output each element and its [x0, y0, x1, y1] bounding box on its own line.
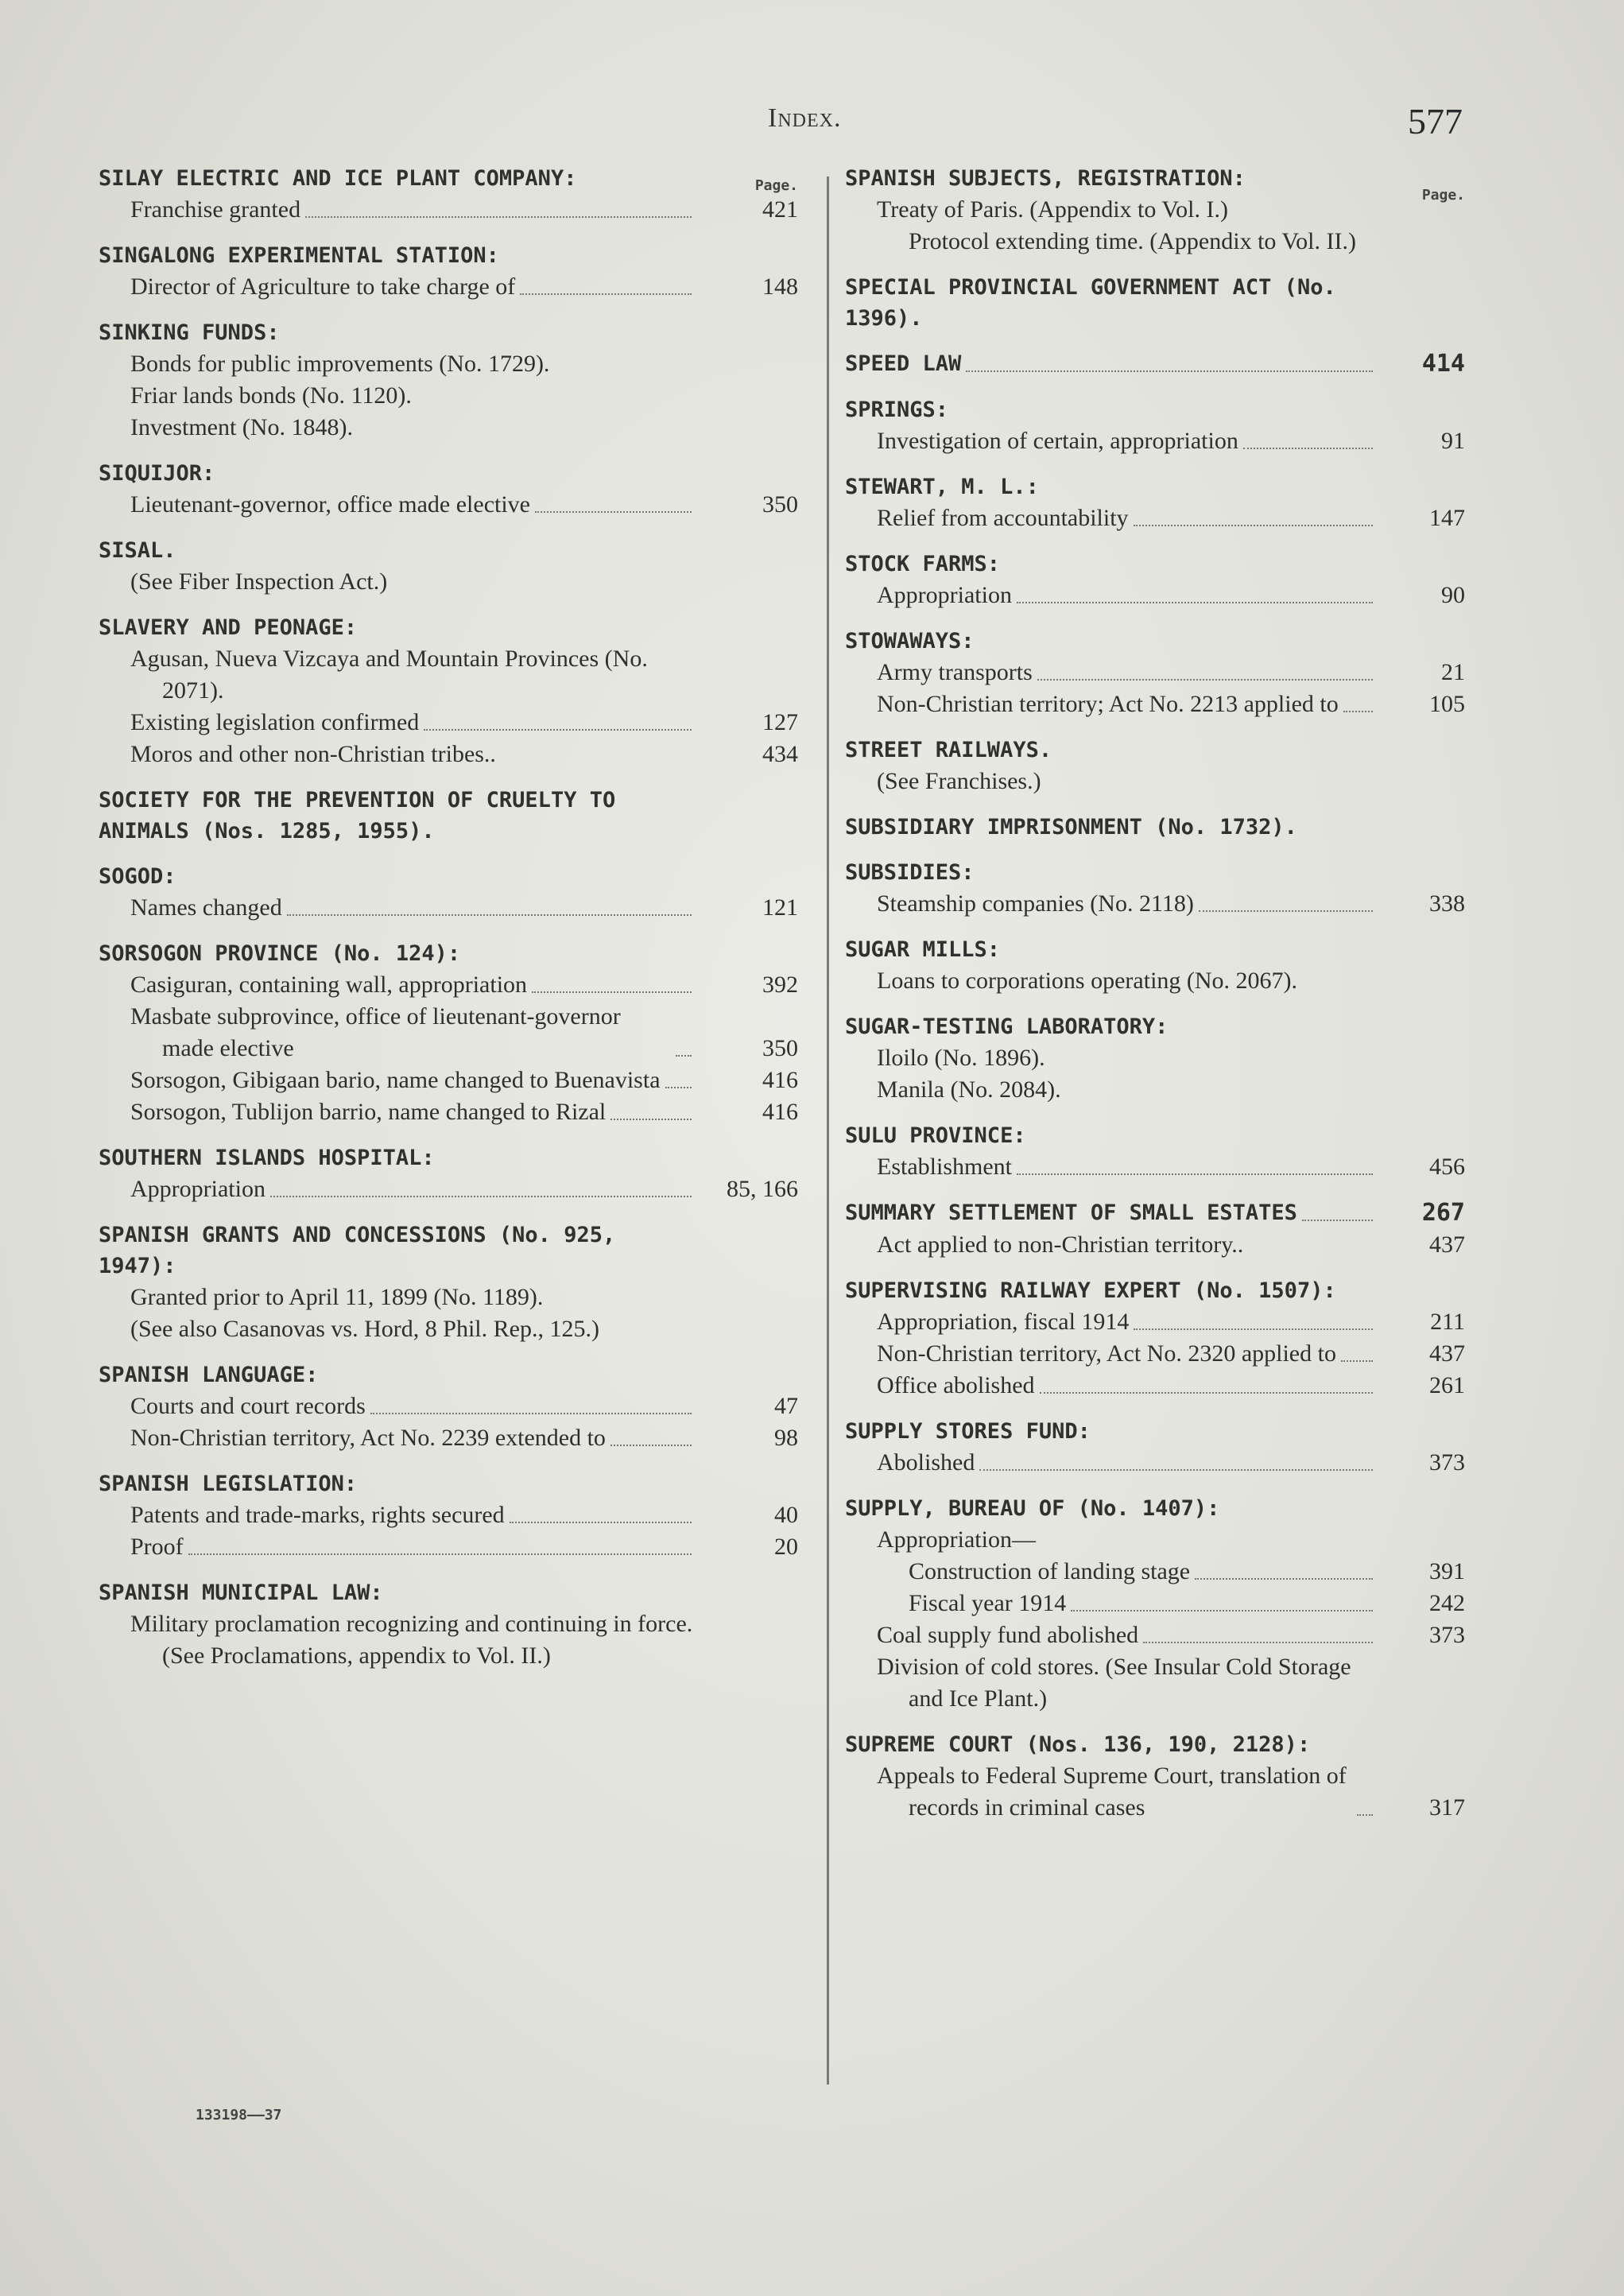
dot-leader: [270, 1196, 692, 1197]
entry-subline: [845, 888, 1465, 920]
entry-subline: [845, 1338, 1465, 1370]
dot-leader: [1134, 525, 1373, 526]
page-reference: 261: [1429, 1372, 1465, 1398]
entry-heading: SUGAR MILLS:: [845, 937, 1001, 962]
entry-subline: [845, 1042, 1465, 1074]
entry-subline: [845, 657, 1465, 688]
index-entry: [99, 317, 798, 444]
entry-subline: [845, 1760, 1465, 1824]
dot-leader: [1199, 910, 1373, 912]
subline-text: Establishment: [877, 1154, 1012, 1180]
index-entry: [845, 857, 1465, 920]
dot-leader: [1134, 1328, 1373, 1330]
page-column-label: Page.: [1421, 187, 1465, 204]
index-entry: [845, 348, 1465, 380]
entry-heading: STOCK FARMS:: [845, 552, 1001, 576]
entry-subline: [99, 271, 798, 303]
entry-heading: SOGOD:: [99, 864, 176, 889]
entry-subline: [99, 1282, 798, 1313]
entry-heading: SPANISH MUNICIPAL LAW:: [99, 1580, 383, 1605]
dot-leader: [676, 1055, 692, 1057]
entry-subline: [845, 226, 1465, 258]
dot-leader: [1017, 602, 1373, 603]
entry-heading: SIQUIJOR:: [99, 461, 215, 486]
index-entry: [845, 1011, 1465, 1106]
entry-subline: [99, 1422, 798, 1454]
subline-text: Appeals to Federal Supreme Court, translation of records in criminal cases: [877, 1763, 1347, 1821]
subline-text: Appropriation: [130, 1176, 265, 1202]
page-reference: 437: [1429, 1231, 1465, 1258]
dot-leader: [1302, 1220, 1373, 1221]
dot-leader: [1243, 448, 1373, 449]
entry-subline: [99, 412, 798, 444]
entry-subline: [845, 1151, 1465, 1183]
dot-leader: [305, 216, 692, 218]
dot-leader: [535, 511, 692, 513]
index-entry: [845, 1729, 1465, 1824]
right-entries: [845, 163, 1465, 1824]
entry-subline: [845, 580, 1465, 611]
page-reference: 20: [774, 1534, 798, 1560]
page-reference: 416: [762, 1099, 798, 1125]
subline-text: Non-Christian territory, Act No. 2239 extended to: [130, 1425, 606, 1451]
column-divider: [827, 176, 829, 2085]
dot-leader: [1357, 1814, 1373, 1816]
entry-subline: [845, 502, 1465, 534]
page-reference: 211: [1430, 1309, 1465, 1335]
page-reference: 350: [762, 491, 798, 518]
page-reference: 373: [1429, 1449, 1465, 1476]
entry-subline: [99, 643, 798, 707]
dot-leader: [520, 293, 692, 295]
entry-subline: [99, 969, 798, 1001]
entry-subline: [99, 348, 798, 380]
page-reference: 391: [1429, 1558, 1465, 1584]
subline-text: (See Fiber Inspection Act.): [130, 568, 388, 595]
index-entry: [845, 1197, 1465, 1261]
left-column: [99, 163, 798, 1686]
entry-subline: [845, 1651, 1465, 1715]
page-reference: 317: [1429, 1794, 1465, 1821]
subline-text: Bonds for public improvements (No. 1729).: [130, 351, 550, 377]
entry-subline: [99, 1173, 798, 1205]
entry-subline: [845, 1447, 1465, 1479]
subline-text: Investigation of certain, appropriation: [877, 428, 1238, 454]
dot-leader: [1037, 679, 1373, 681]
subline-text: Abolished: [877, 1449, 975, 1476]
entry-subline: [845, 1229, 1465, 1261]
page-reference: 373: [1429, 1622, 1465, 1648]
entry-heading: SPRINGS:: [845, 398, 949, 422]
index-entry: [99, 1220, 798, 1345]
subline-text: Protocol extending time. (Appendix to Vol. II.): [909, 228, 1356, 254]
subline-text: (See also Casanovas vs. Hord, 8 Phil. Rep., 125.): [130, 1316, 599, 1342]
page-reference: 105: [1429, 691, 1465, 717]
entry-subline: [99, 1065, 798, 1096]
running-head: Index.: [768, 103, 842, 133]
index-entry: [845, 471, 1465, 534]
index-entry: [845, 626, 1465, 720]
subline-text: Construction of landing stage: [909, 1558, 1191, 1584]
page-reference: 434: [762, 741, 798, 767]
dot-leader: [370, 1413, 692, 1414]
subline-text: Friar lands bonds (No. 1120).: [130, 382, 412, 409]
subline-text: Names changed: [130, 894, 282, 921]
subline-text: Agusan, Nueva Vizcaya and Mountain Provinces (No. 2071).: [130, 646, 648, 704]
entry-subline: [99, 892, 798, 924]
page-reference: 338: [1429, 890, 1465, 917]
subline-text: Sorsogon, Tublijon barrio, name changed to Rizal: [130, 1099, 607, 1125]
entry-heading: SUGAR-TESTING LABORATORY:: [845, 1014, 1169, 1039]
entry-heading: SPANISH LEGISLATION:: [99, 1472, 358, 1496]
dot-leader: [1040, 1392, 1373, 1394]
entry-heading: STOWAWAYS:: [845, 629, 975, 654]
entry-heading: SUBSIDIES:: [845, 860, 975, 885]
index-entry: [845, 1275, 1465, 1402]
entry-heading: SPANISH LANGUAGE:: [99, 1363, 319, 1387]
entry-subline: [845, 1306, 1465, 1338]
entry-heading: SISAL.: [99, 538, 176, 563]
page-reference: 242: [1429, 1590, 1465, 1616]
page-reference: 414: [1421, 350, 1465, 378]
index-entry: [99, 1359, 798, 1454]
entry-heading: SUPPLY, BUREAU OF (No. 1407):: [845, 1496, 1220, 1521]
entry-heading: SUPERVISING RAILWAY EXPERT (No. 1507):: [845, 1278, 1336, 1303]
dot-leader: [610, 1445, 692, 1446]
entry-subline: [99, 1531, 798, 1563]
entry-subline: [99, 739, 798, 770]
subline-text: Franchise granted: [130, 196, 301, 223]
index-entry: [845, 1416, 1465, 1479]
index-entry: [99, 861, 798, 924]
subline-text: Existing legislation confirmed: [130, 709, 420, 735]
page-header: [0, 100, 1624, 148]
dot-leader: [1341, 1360, 1373, 1362]
page-reference: 21: [1441, 659, 1465, 685]
index-entry: [845, 1493, 1465, 1715]
entry-heading-text: SPEED LAW: [845, 351, 962, 376]
dot-leader: [188, 1553, 692, 1555]
page-reference: 437: [1429, 1340, 1465, 1367]
dot-leader: [1195, 1578, 1373, 1580]
subline-text: Appropriation: [877, 582, 1012, 608]
entry-heading: [845, 1197, 1465, 1229]
index-entry: [99, 1468, 798, 1563]
entry-heading: SULU PROVINCE:: [845, 1123, 1026, 1148]
page-reference: 127: [762, 709, 798, 735]
index-entry: [99, 458, 798, 521]
entry-subline: [845, 1074, 1465, 1106]
index-entry: [99, 785, 798, 847]
dot-leader: [532, 991, 692, 993]
entry-subline: [99, 1001, 798, 1065]
index-entry: [845, 1120, 1465, 1183]
subline-text: Casiguran, containing wall, appropriation: [130, 972, 528, 998]
subline-text: Granted prior to April 11, 1899 (No. 1189).: [130, 1284, 544, 1310]
entry-subline: [99, 566, 798, 598]
entry-subline: [99, 1096, 798, 1128]
entry-subline: [845, 1619, 1465, 1651]
entry-heading: [845, 348, 1465, 380]
entry-heading: SLAVERY AND PEONAGE:: [99, 615, 358, 640]
subline-text: Sorsogon, Gibigaan bario, name changed to Buenavista: [130, 1067, 661, 1093]
dot-leader: [1017, 1173, 1373, 1175]
entry-subline: [99, 380, 798, 412]
page-reference: 267: [1421, 1199, 1465, 1227]
entry-heading: SUBSIDIARY IMPRISONMENT (No. 1732).: [845, 815, 1297, 840]
dot-leader: [1343, 711, 1373, 712]
entry-heading: SUPREME COURT (Nos. 136, 190, 2128):: [845, 1732, 1311, 1757]
dot-leader: [966, 370, 1373, 372]
entry-heading: STEWART, M. L.:: [845, 475, 1039, 499]
subline-text: Loans to corporations operating (No. 2067).: [877, 968, 1298, 994]
dot-leader: [665, 1087, 692, 1088]
subline-text: Appropriation, fiscal 1914: [877, 1309, 1130, 1335]
entry-subline: [845, 965, 1465, 997]
dot-leader: [510, 1522, 692, 1523]
subline-text: Director of Agriculture to take charge of: [130, 273, 516, 300]
subline-text: Act applied to non-Christian territory..: [877, 1231, 1244, 1258]
page-reference: 456: [1429, 1154, 1465, 1180]
index-entry: [99, 163, 798, 226]
dot-leader: [424, 729, 692, 731]
subline-text: (See Franchises.): [877, 768, 1041, 794]
subline-text: Fiscal year 1914: [909, 1590, 1067, 1616]
entry-heading: SILAY ELECTRIC AND ICE PLANT COMPANY:: [99, 166, 577, 191]
page-reference: 85, 166: [727, 1176, 798, 1202]
index-entry: [845, 163, 1465, 258]
right-column: [845, 163, 1465, 1838]
subline-text: Military proclamation recognizing and continuing in force. (See Proclamations, appendix to Vol. II.): [130, 1611, 693, 1669]
dot-leader: [287, 914, 692, 916]
entry-subline: [99, 1608, 798, 1672]
subline-text: Masbate subprovince, office of lieutenant-governor made elective: [130, 1003, 621, 1061]
entry-heading: SUPPLY STORES FUND:: [845, 1419, 1091, 1444]
index-entry: [845, 549, 1465, 611]
subline-text: Iloilo (No. 1896).: [877, 1045, 1045, 1071]
page-reference: 91: [1441, 428, 1465, 454]
entry-subline: [99, 194, 798, 226]
dot-leader: [1143, 1642, 1373, 1643]
index-entry: [99, 535, 798, 598]
subline-text: Lieutenant-governor, office made elective: [130, 491, 530, 518]
index-entry: [845, 394, 1465, 457]
left-entries: [99, 163, 798, 1672]
dot-leader: [610, 1119, 692, 1120]
subline-text: Manila (No. 2084).: [877, 1076, 1061, 1103]
subline-text: Army transports: [877, 659, 1033, 685]
page-reference: 392: [762, 972, 798, 998]
entry-heading: SOCIETY FOR THE PREVENTION OF CRUELTY TO ANIMALS (Nos. 1285, 1955).: [99, 788, 616, 844]
printer-signature: 133198——37: [196, 2107, 282, 2123]
index-entry: [845, 735, 1465, 797]
index-entry: [845, 812, 1465, 843]
entry-heading-text: SUMMARY SETTLEMENT OF SMALL ESTATES: [845, 1200, 1297, 1225]
subline-text: Non-Christian territory, Act No. 2320 applied to: [877, 1340, 1336, 1367]
subline-text: Courts and court records: [130, 1393, 366, 1419]
page-reference: 121: [762, 894, 798, 921]
entry-subline: [99, 1313, 798, 1345]
entry-subline: [845, 688, 1465, 720]
subline-text: Relief from accountability: [877, 505, 1129, 531]
entry-subline: [99, 489, 798, 521]
subline-text: Coal supply fund abolished: [877, 1622, 1139, 1648]
entry-heading: SPANISH SUBJECTS, REGISTRATION:: [845, 166, 1246, 191]
page-reference: 40: [774, 1502, 798, 1528]
entry-subline: [845, 766, 1465, 797]
entry-subline: [845, 1370, 1465, 1402]
page-column-label: Page.: [754, 177, 798, 194]
index-entry: [99, 1577, 798, 1672]
page-reference: 416: [762, 1067, 798, 1093]
entry-subline: [845, 1556, 1465, 1588]
index-entry: [845, 934, 1465, 997]
dot-leader: [979, 1469, 1373, 1471]
page-reference: 98: [774, 1425, 798, 1451]
subline-text: Non-Christian territory; Act No. 2213 applied to: [877, 691, 1339, 717]
subline-text: Division of cold stores. (See Insular Cold Storage and Ice Plant.): [877, 1654, 1351, 1712]
index-entry: [99, 240, 798, 303]
index-entry: [99, 612, 798, 770]
entry-heading: STREET RAILWAYS.: [845, 738, 1052, 762]
entry-subline: [845, 1524, 1465, 1556]
index-entry: [845, 272, 1465, 334]
entry-heading: SOUTHERN ISLANDS HOSPITAL:: [99, 1146, 435, 1170]
entry-subline: [845, 425, 1465, 457]
index-entry: [99, 1142, 798, 1205]
subline-text: Moros and other non-Christian tribes..: [130, 741, 496, 767]
entry-heading: SINKING FUNDS:: [99, 320, 280, 345]
subline-text: Proof: [130, 1534, 184, 1560]
page-number: 577: [1408, 101, 1463, 142]
subline-text: Investment (No. 1848).: [130, 414, 353, 440]
entry-subline: [845, 194, 1465, 226]
dot-leader: [1071, 1610, 1373, 1611]
subline-text: Appropriation—: [877, 1526, 1036, 1553]
subline-text: Patents and trade-marks, rights secured: [130, 1502, 505, 1528]
entry-subline: [99, 707, 798, 739]
page-reference: 47: [774, 1393, 798, 1419]
entry-heading: SPECIAL PROVINCIAL GOVERNMENT ACT (No. 1396).: [845, 275, 1336, 331]
subline-text: Office abolished: [877, 1372, 1035, 1398]
entry-subline: [99, 1499, 798, 1531]
subline-text: Steamship companies (No. 2118): [877, 890, 1194, 917]
page-reference: 350: [762, 1035, 798, 1061]
page-reference: 147: [1429, 505, 1465, 531]
page-reference: 421: [762, 196, 798, 223]
page-reference: 90: [1441, 582, 1465, 608]
index-entry: [99, 938, 798, 1128]
subline-text: Treaty of Paris. (Appendix to Vol. I.): [877, 196, 1228, 223]
entry-subline: [845, 1588, 1465, 1619]
entry-heading: SPANISH GRANTS AND CONCESSIONS (No. 925, 1947):: [99, 1223, 616, 1278]
page-reference: 148: [762, 273, 798, 300]
entry-heading: SINGALONG EXPERIMENTAL STATION:: [99, 243, 499, 268]
entry-subline: [99, 1390, 798, 1422]
entry-heading: SORSOGON PROVINCE (No. 124):: [99, 941, 461, 966]
